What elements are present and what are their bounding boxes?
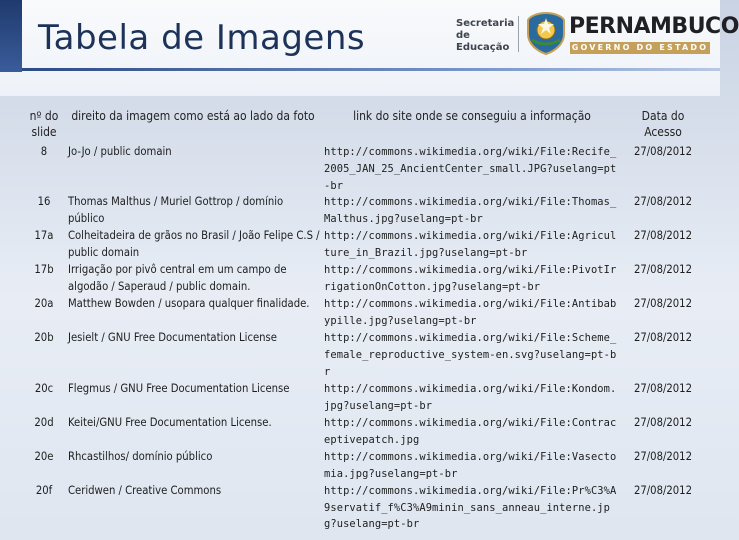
- images-table-container: [24, 100, 704, 534]
- image-rights-cell: Thomas Malthus / Muriel Gottrop / domínio público: [68, 195, 284, 226]
- access-date-cell: 27/08/2012: [633, 449, 692, 463]
- source-link-cell: http://commons.wikimedia.org/wiki/File:Recife_2005_JAN_25_AncientCenter_small.JPG?uselang=pt-br: [324, 146, 617, 192]
- images-table: [24, 100, 704, 534]
- table-row: [24, 142, 704, 194]
- slide-number-cell: 17a: [34, 229, 54, 243]
- slide-number-cell: 20e: [34, 449, 54, 463]
- table-row: [24, 381, 704, 415]
- slide-number-cell: 16: [37, 195, 51, 209]
- table-row: [24, 415, 704, 449]
- access-date-cell: 27/08/2012: [633, 195, 692, 209]
- image-rights-cell: Colheitadeira de grãos no Brasil / João Felipe C.S / public domain: [68, 229, 320, 260]
- table-row: [24, 483, 704, 534]
- header-source-link: link do site onde se conseguiu a informação: [353, 109, 591, 123]
- source-link-cell: http://commons.wikimedia.org/wiki/File:Kondom.jpg?uselang=pt-br: [324, 382, 617, 412]
- access-date-cell: 27/08/2012: [633, 331, 692, 345]
- table-row: [24, 330, 704, 380]
- table-row: [24, 262, 704, 296]
- state-coat-of-arms-icon: [524, 10, 568, 56]
- slide-number-cell: 20b: [34, 331, 54, 345]
- image-rights-cell: Jo-Jo / public domain: [68, 145, 172, 158]
- slide-number-cell: 17b: [34, 263, 54, 277]
- access-date-cell: 27/08/2012: [633, 297, 692, 311]
- slide-number-cell: 20f: [35, 483, 53, 497]
- header-slide-number: nº do slide: [29, 109, 59, 139]
- access-date-cell: 27/08/2012: [633, 381, 692, 395]
- source-link-cell: http://commons.wikimedia.org/wiki/File:PivotIrrigationOnCotton.jpg?uselang=pt-br: [324, 264, 617, 294]
- image-rights-cell: Ceridwen / Creative Commons: [68, 483, 222, 497]
- access-date-cell: 27/08/2012: [633, 229, 692, 243]
- slide-number-cell: 20d: [34, 415, 54, 429]
- table-row: [24, 228, 704, 262]
- access-date-cell: 27/08/2012: [633, 263, 692, 277]
- header-image-rights: direito da imagem como está ao lado da foto: [71, 109, 315, 123]
- table-row: [24, 449, 704, 483]
- image-rights-cell: Irrigação por pivô central em um campo de algodão / Saperaud / public domain.: [68, 263, 287, 294]
- image-rights-cell: Flegmus / GNU Free Documentation License: [68, 381, 290, 395]
- access-date-cell: 27/08/2012: [633, 145, 692, 158]
- source-link-cell: http://commons.wikimedia.org/wiki/File:Pr%C3%A9servatif_f%C3%A9minin_sans_anneau_interne.jpg?uselang=pt-br: [324, 484, 617, 531]
- access-date-cell: 27/08/2012: [633, 483, 692, 497]
- source-link-cell: http://commons.wikimedia.org/wiki/File:Scheme_female_reproductive_system-en.svg?uselang=pt-br: [324, 332, 617, 378]
- logo-separator: [518, 16, 519, 52]
- source-link-cell: http://commons.wikimedia.org/wiki/File:Agriculture_in_Brazil.jpg?uselang=pt-br: [324, 230, 617, 260]
- slide-number-cell: 20a: [34, 297, 54, 311]
- slide-number-cell: 8: [40, 145, 48, 158]
- page-title: Tabela de Imagens: [38, 18, 366, 58]
- table-header-row: [24, 100, 704, 142]
- secretaria-line-2: de: [456, 30, 470, 41]
- header-access-date: Data do Acesso: [641, 109, 685, 139]
- source-link-cell: http://commons.wikimedia.org/wiki/File:Vasectomia.jpg?uselang=pt-br: [324, 450, 617, 480]
- secretaria-line-3: Educação: [456, 42, 510, 53]
- pernambuco-government-logo: [452, 10, 739, 60]
- image-rights-cell: Rhcastilhos/ domínio público: [68, 449, 213, 463]
- secretaria-label: [456, 18, 520, 54]
- access-date-cell: 27/08/2012: [633, 415, 692, 429]
- secretaria-line-1: Secretaria: [456, 18, 515, 29]
- image-rights-cell: Jesielt / GNU Free Documentation License: [68, 331, 277, 345]
- table-row: [24, 194, 704, 228]
- title-divider: [22, 68, 720, 71]
- logo-brand-text: PERNAMBUCO: [569, 14, 739, 39]
- source-link-cell: http://commons.wikimedia.org/wiki/File:Contraceptivepatch.jpg: [324, 416, 617, 446]
- source-link-cell: http://commons.wikimedia.org/wiki/File:Antibabypille.jpg?uselang=pt-br: [324, 298, 617, 328]
- table-row: [24, 296, 704, 330]
- logo-subbrand-text: GOVERNO DO ESTADO: [571, 43, 709, 52]
- slide-header: [0, 0, 739, 96]
- slide-number-cell: 20c: [34, 381, 54, 395]
- image-rights-cell: Matthew Bowden / usopara qualquer finalidade.: [68, 297, 310, 311]
- title-accent-band: [0, 0, 22, 72]
- source-link-cell: http://commons.wikimedia.org/wiki/File:Thomas_Malthus.jpg?uselang=pt-br: [324, 196, 617, 226]
- image-rights-cell: Keitei/GNU Free Documentation License.: [68, 415, 272, 429]
